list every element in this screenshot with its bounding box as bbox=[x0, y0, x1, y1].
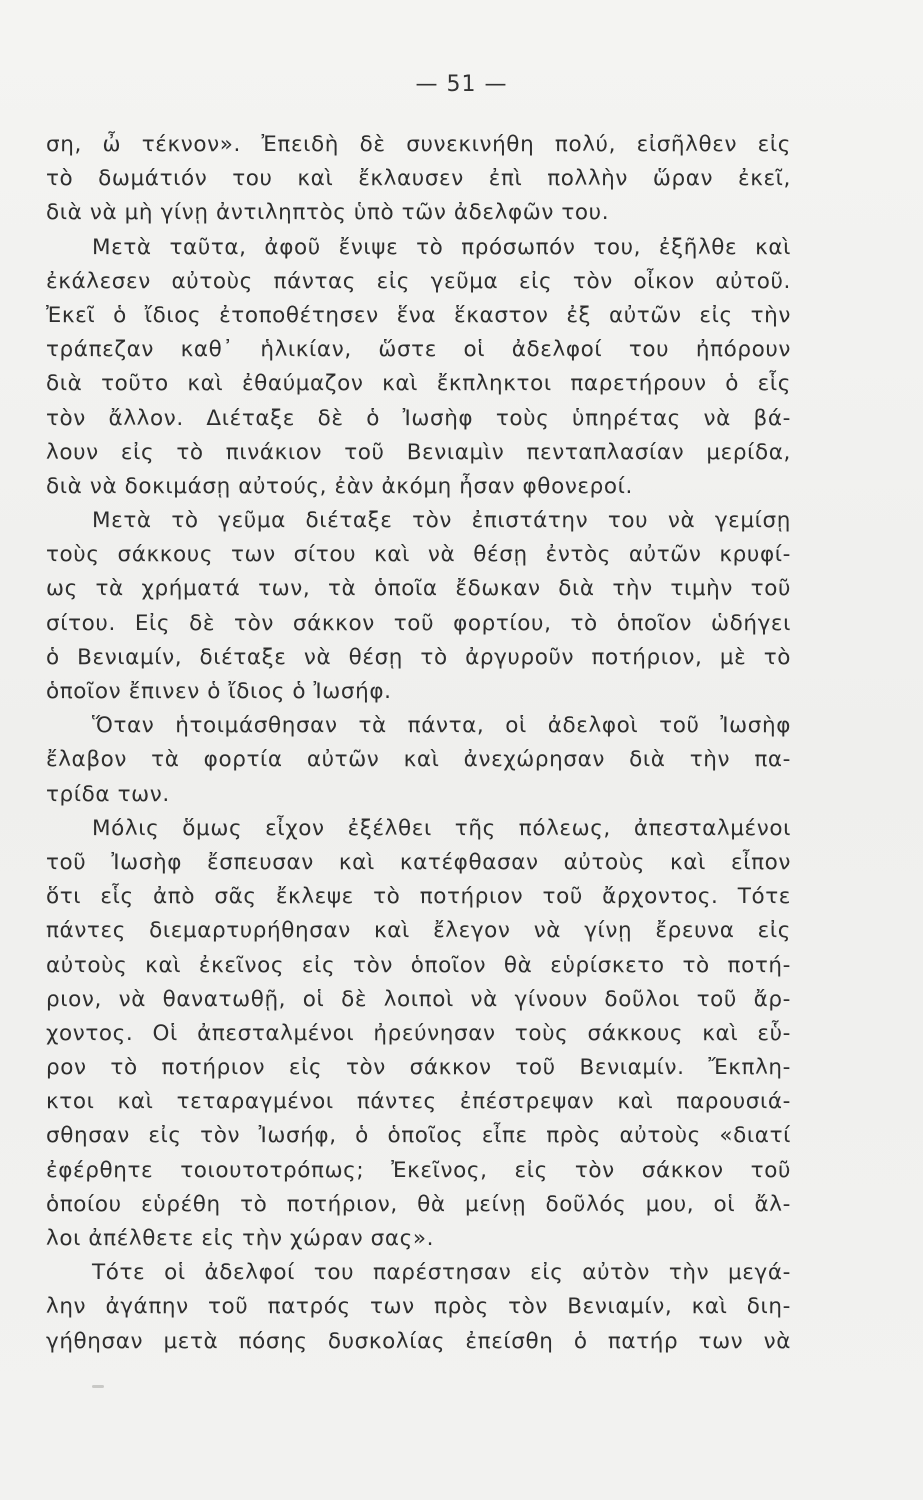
text-line: ως τὰ χρήματά των, τὰ ὁποῖα ἔδωκαν διὰ τὴν τιμὴν τοῦ bbox=[46, 576, 791, 602]
text-line: ὁποίου εὑρέθη τὸ ποτήριον, θὰ μείνῃ δοῦλός μου, οἱ ἄλ- bbox=[46, 1191, 791, 1217]
text-line: τοὺς σάκκους των σίτου καὶ νὰ θέσῃ ἐντὸς αὐτῶν κρυφί- bbox=[46, 542, 791, 568]
text-line: ση, ὦ τέκνον». Ἐπειδὴ δὲ συνεκινήθη πολύ, εἰσῆλθεν εἰς bbox=[46, 132, 791, 157]
text-line: Τότε οἱ ἀδελφοί του παρέστησαν εἰς αὐτὸν τὴν μεγά- bbox=[92, 1260, 791, 1286]
text-line: διὰ νὰ μὴ γίνῃ ἀντιληπτὸς ὑπὸ τῶν ἀδελφῶν του. bbox=[46, 200, 610, 226]
text-line: τὸν ἄλλον. Διέταξε δὲ ὁ Ἰωσὴφ τοὺς ὑπηρέτας νὰ βά- bbox=[46, 405, 791, 431]
text-line: Ἐκεῖ ὁ ἴδιος ἐτοποθέτησεν ἕνα ἕκαστον ἐξ αὐτῶν εἰς τὴν bbox=[46, 302, 791, 328]
text-line: χοντος. Οἱ ἀπεσταλμένοι ἠρεύνησαν τοὺς σάκκους καὶ εὗ- bbox=[46, 1020, 791, 1046]
body-text bbox=[46, 128, 791, 1359]
text-line: λουν εἰς τὸ πινάκιον τοῦ Βενιαμὶν πενταπλασίαν μερίδα, bbox=[46, 439, 791, 465]
text-line: κτοι καὶ τεταραγμένοι πάντες ἐπέστρεψαν καὶ παρουσιά- bbox=[46, 1089, 791, 1115]
text-line: Ὅταν ἡτοιμάσθησαν τὰ πάντα, οἱ ἀδελφοὶ τοῦ Ἰωσὴφ bbox=[92, 713, 791, 739]
text-line: διὰ τοῦτο καὶ ἐθαύμαζον καὶ ἔκπληκτοι παρετήρουν ὁ εἷς bbox=[46, 371, 791, 397]
text-line: ἔλαβον τὰ φορτία αὐτῶν καὶ ἀνεχώρησαν διὰ τὴν πα- bbox=[46, 747, 791, 773]
text-line: τοῦ Ἰωσὴφ ἔσπευσαν καὶ κατέφθασαν αὐτοὺς καὶ εἶπον bbox=[46, 849, 791, 875]
text-line: Μετὰ ταῦτα, ἀφοῦ ἔνιψε τὸ πρόσωπόν του, ἐξῆλθε καὶ bbox=[92, 234, 791, 260]
text-line: τὸ δωμάτιόν του καὶ ἔκλαυσεν ἐπὶ πολλὴν ὥραν ἐκεῖ, bbox=[46, 166, 791, 192]
text-line: ριον, νὰ θανατωθῇ, οἱ δὲ λοιποὶ νὰ γίνουν δοῦλοι τοῦ ἄρ- bbox=[46, 986, 791, 1012]
text-line: σθησαν εἰς τὸν Ἰωσήφ, ὁ ὁποῖος εἶπε πρὸς αὐτοὺς «διατί bbox=[46, 1123, 791, 1149]
text-line: λην ἀγάπην τοῦ πατρός των πρὸς τὸν Βενιαμίν, καὶ διη- bbox=[46, 1294, 791, 1320]
text-line: τράπεζαν καθ᾽ ἡλικίαν, ὥστε οἱ ἀδελφοί του ἠπόρουν bbox=[46, 337, 791, 363]
text-line: ρον τὸ ποτήριον εἰς τὸν σάκκον τοῦ Βενιαμίν. Ἔκπλη- bbox=[46, 1055, 791, 1081]
text-line: ἐφέρθητε τοιουτοτρόπως; Ἐκεῖνος, εἰς τὸν σάκκον τοῦ bbox=[46, 1157, 791, 1183]
text-line: ὁποῖον ἔπινεν ὁ ἴδιος ὁ Ἰωσήφ. bbox=[46, 679, 392, 704]
print-smudge bbox=[92, 1385, 104, 1388]
text-line: τρίδα των. bbox=[46, 781, 170, 807]
text-line: διὰ νὰ δοκιμάσῃ αὐτούς, ἐὰν ἀκόμη ἦσαν φθονεροί. bbox=[46, 473, 633, 499]
text-line: γήθησαν μετὰ πόσης δυσκολίας ἐπείσθη ὁ πατήρ των νὰ bbox=[46, 1328, 791, 1354]
text-line: αὐτοὺς καὶ ἐκεῖνος εἰς τὸν ὁποῖον θὰ εὑρίσκετο τὸ ποτή- bbox=[46, 952, 791, 978]
text-line: ἐκάλεσεν αὐτοὺς πάντας εἰς γεῦμα εἰς τὸν οἶκον αὐτοῦ. bbox=[46, 268, 791, 294]
page-number: — 51 — bbox=[415, 72, 508, 97]
text-line: ὅτι εἷς ἀπὸ σᾶς ἔκλεψε τὸ ποτήριον τοῦ ἄρχοντος. Τότε bbox=[46, 884, 791, 910]
text-line: σίτου. Εἰς δὲ τὸν σάκκον τοῦ φορτίου, τὸ ὁποῖον ὡδήγει bbox=[46, 610, 791, 636]
text-line: πάντες διεμαρτυρήθησαν καὶ ἔλεγον νὰ γίνῃ ἔρευνα εἰς bbox=[46, 918, 791, 944]
text-line: Μετὰ τὸ γεῦμα διέταξε τὸν ἐπιστάτην του νὰ γεμίσῃ bbox=[92, 508, 791, 534]
text-line: ὁ Βενιαμίν, διέταξε νὰ θέσῃ τὸ ἀργυροῦν ποτήριον, μὲ τὸ bbox=[46, 644, 791, 670]
text-line: λοι ἀπέλθετε εἰς τὴν χώραν σας». bbox=[46, 1226, 435, 1251]
text-line: Μόλις ὅμως εἶχον ἐξέλθει τῆς πόλεως, ἀπεσταλμένοι bbox=[92, 815, 791, 841]
